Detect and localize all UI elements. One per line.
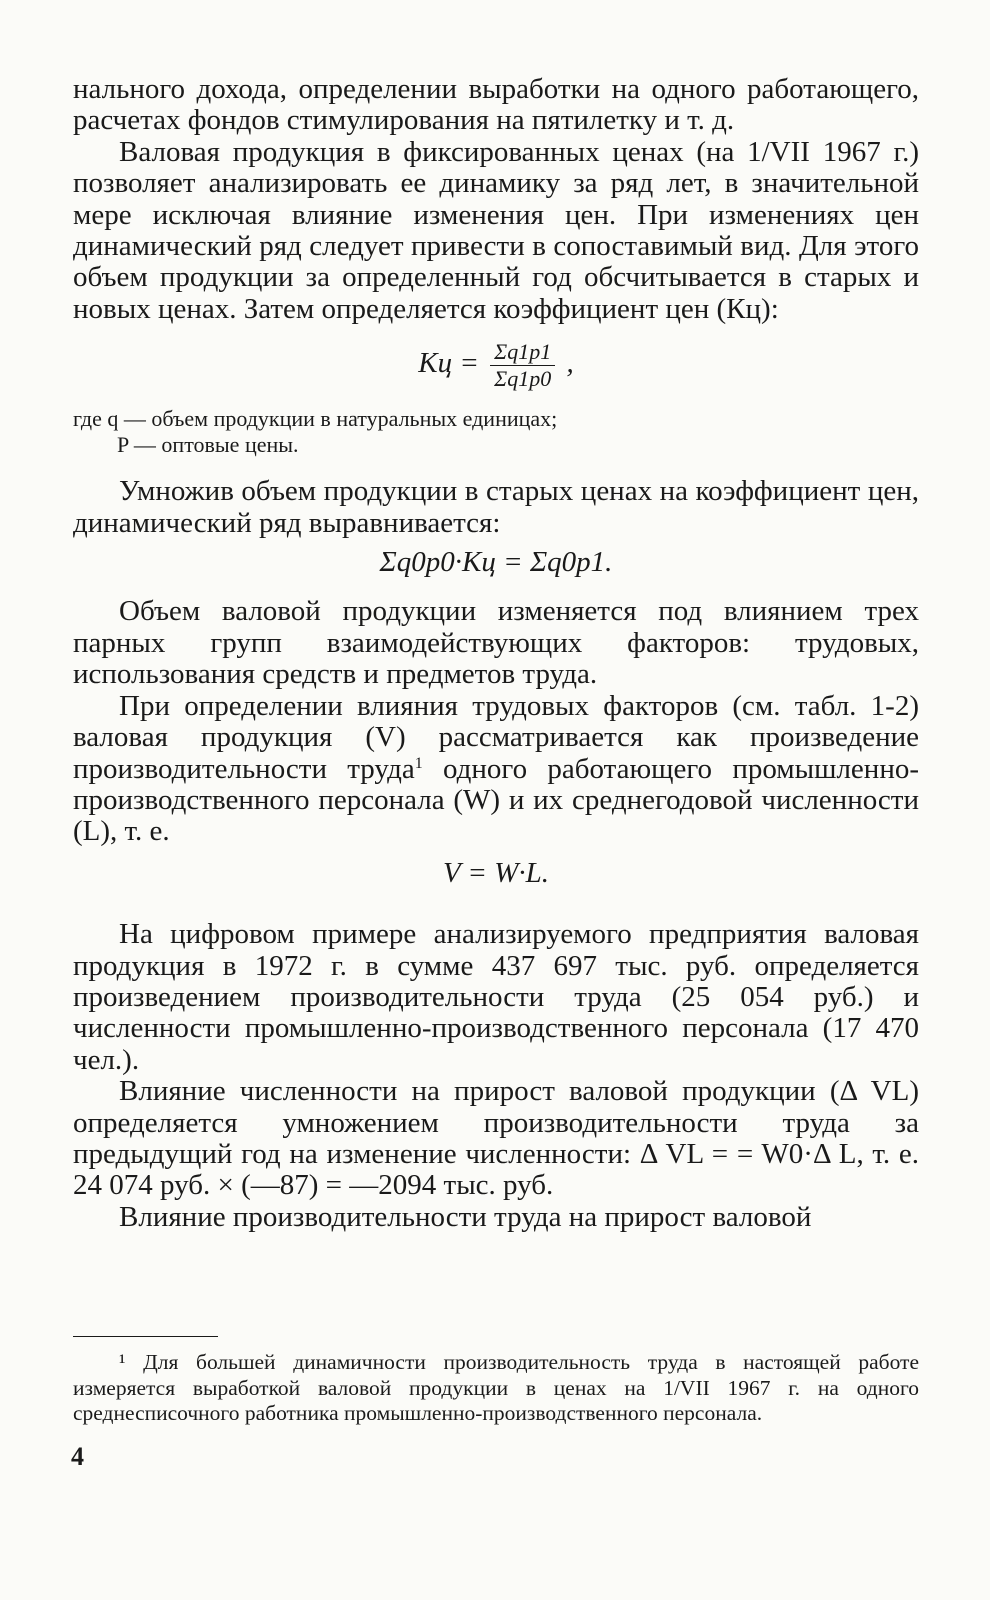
- formula-numerator: Σq1p1: [490, 339, 555, 366]
- formula-fraction: [490, 339, 555, 392]
- formula-denominator: Σq1p0: [494, 366, 552, 392]
- footnote-divider: [73, 1336, 218, 1337]
- paragraph: [73, 691, 919, 848]
- footnote-ref: 1: [414, 754, 423, 772]
- paragraph: На цифровом примере анализируемого предприятия валовая продукция в 1972 г. в сумме 437 697 тыс. руб. определяется произведением производительности труда (25 054 руб.) и численности промышленно-производственного персонала (17 470 чел.).: [73, 918, 919, 1076]
- formula-legend: [73, 406, 919, 458]
- paragraph: Влияние производительности труда на прирост валовой: [119, 1200, 812, 1233]
- paragraph: Валовая продукция в фиксированных ценах (на 1/VII 1967 г.) позволяет анализировать ее динамику за ряд лет, в значительной мере исключая влияние изменения цен. При изменениях цен динамический ряд следует привести в сопоставимый вид. Для этого объем продукции за определенный год обсчитывается в старых и новых ценах. Затем определяется коэффициент цен (Кц):: [73, 135, 919, 325]
- output-formula: V = W·L.: [442, 856, 550, 889]
- paragraph: Влияние численности на прирост валовой продукции (Δ VL) определяется умножением производительности труда за предыдущий год на изменение численности: Δ VL = = W0·Δ L, т. е. 24 074 руб. × (—87) = —2094 тыс. руб.: [73, 1075, 919, 1202]
- dynamic-series-formula: Σq0p0·Kц = Σq0p1.: [379, 546, 613, 579]
- paragraph: нального дохода, определении выработки на одного работающего, расчетах фондов стимулирования на пятилетку и т. д.: [73, 73, 919, 137]
- paragraph: Умножив объем продукции в старых ценах на коэффициент цен, динамический ряд выравнивается:: [73, 475, 919, 539]
- formula-lhs: Kц =: [418, 347, 479, 380]
- paragraph: Объем валовой продукции изменяется под влиянием трех парных групп взаимодействующих факторов: трудовых, использования средств и предметов труда.: [73, 595, 919, 691]
- paragraph-text: При определении влияния трудовых факторов (см. табл. 1-2) валовая продукция (V) рассматривается как произведение производительности труда: [73, 689, 919, 785]
- legend-line: где q — объем продукции в натуральных единицах;: [73, 406, 558, 432]
- legend-line: P — оптовые цены.: [117, 432, 299, 458]
- price-coefficient-formula: [73, 339, 919, 392]
- footnote: ¹ Для большей динамичности производительность труда в настоящей работе измеряется выработкой валовой продукции в ценах на 1/VII 1967 г. на одного среднесписочного работника промышленно-производственного персонала.: [73, 1350, 919, 1425]
- paragraph-text: одного работающего промышленно-производственного персонала (W) и их среднегодовой численности (L), т. е.: [73, 752, 920, 848]
- page-number: 4: [71, 1442, 84, 1471]
- formula-tail: ,: [566, 347, 574, 380]
- main-text: [73, 74, 919, 1233]
